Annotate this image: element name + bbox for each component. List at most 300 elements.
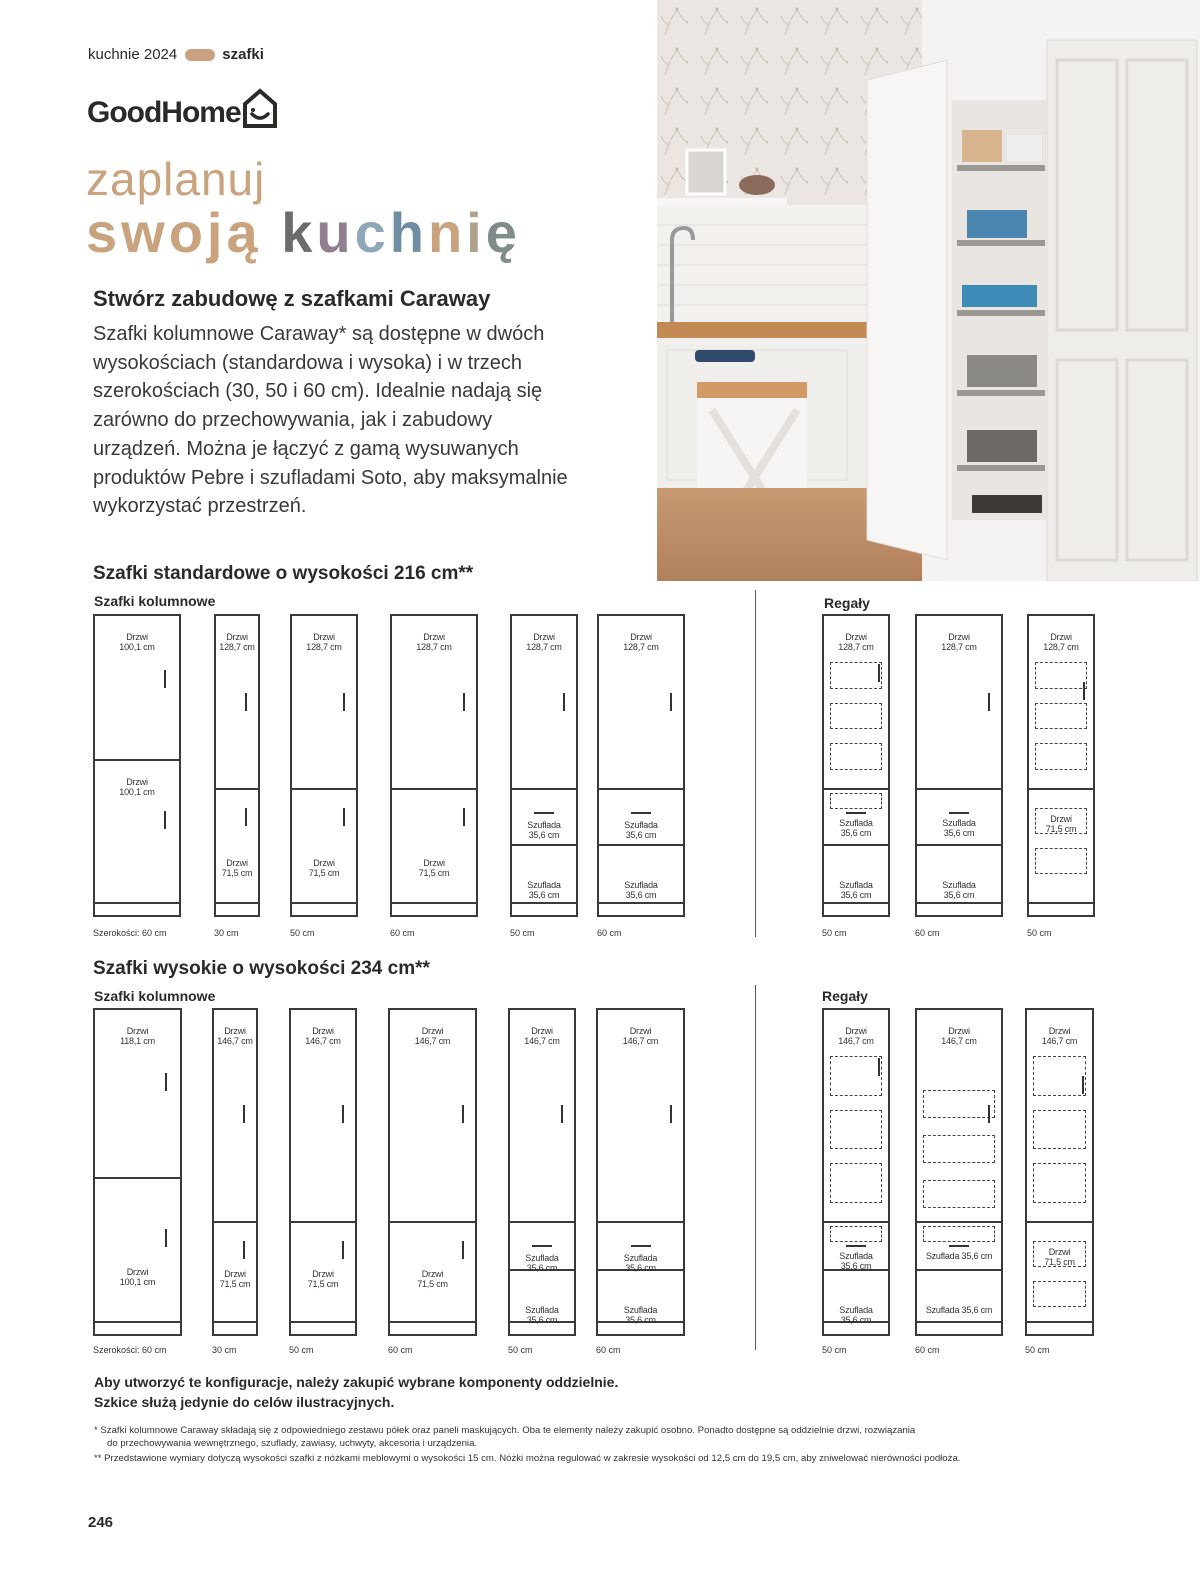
door-label [216,632,258,652]
drawer-label [598,1305,683,1325]
door-label [392,632,476,652]
handle-icon [463,808,465,826]
plinth [917,902,1001,915]
door-label [95,632,179,652]
door-label [95,777,179,797]
diagram-label-line: Drzwi [224,1269,246,1279]
drawer-label [917,880,1001,900]
diagram-label-line: Drzwi [421,1026,444,1036]
diagram-label-line: Szuflada [525,1305,559,1315]
door-label [917,632,1001,652]
intro-line: wykorzystać przestrzeń. [93,495,307,518]
diagram-label-line: Drzwi [126,1026,149,1036]
diagram-label-line: Szuflada [839,1251,873,1261]
divider-line [917,844,1001,846]
handle-icon [343,693,345,711]
diagram-label-line: 35,6 cm [840,1261,872,1271]
handle-icon [245,808,247,826]
intro-line: urządzeń. Można je łączyć z gamą wysuwanych [93,437,519,460]
divider-line [291,1221,355,1223]
plinth [291,1321,355,1334]
diagram-label-line: 146,7 cm [1041,1036,1078,1046]
standard-cabinet-6 [597,614,685,917]
shelf-outline [830,743,882,770]
door-label [292,858,356,878]
standard-columns-heading: Szafki kolumnowe [94,593,216,609]
diagram-label-line: Drzwi [1050,814,1072,824]
drawer-handle-icon [949,1245,969,1247]
shelf-outline [830,1110,882,1150]
handle-icon [342,1105,344,1123]
shelf-outline [830,1163,882,1203]
diagram-label-line: 71,5 cm [1044,1257,1075,1267]
door-label [824,632,888,652]
diagram-label-line: 35,6 cm [625,830,657,840]
diagram-label-line: Drzwi [531,1026,553,1036]
diagram-label-line: Drzwi [126,632,148,642]
diagram-label-line: Szuflada [623,1253,658,1263]
tall-cabinet-7 [822,1008,890,1336]
shelf-outline [923,1180,995,1208]
door-label [292,632,356,652]
shelf-outline [1035,703,1087,730]
divider-line [95,759,179,761]
divider-line [392,788,476,790]
shelf-outline [830,1226,882,1242]
kitchen-photo [657,0,1200,581]
door-label [390,1269,475,1289]
divider-line [599,844,683,846]
standard-cabinet-5 [510,614,578,917]
diagram-label-line: Drzwi [629,1026,652,1036]
diagram-label-line: Szuflada [839,880,873,890]
drawer-label [824,818,888,838]
logo-text: GoodHome [87,96,241,129]
diagram-label-line: 71,5 cm [219,1279,251,1289]
diagram-label-line: 128,7 cm [623,642,659,652]
diagram-label-line: 35,6 cm [840,828,872,838]
plinth [824,902,888,915]
drawer-handle-icon [631,812,651,814]
hero-letter: u [316,201,355,264]
hero-word-swoja: swoją [86,201,262,264]
door-label [214,1269,256,1289]
width-label: Szerokości: 60 cm [93,928,167,938]
diagram-label-line: Drzwi [630,632,652,642]
width-label: 50 cm [508,1345,533,1355]
divider-line [824,1221,888,1223]
diagram-label-line: Szuflada 35,6 cm [925,1251,993,1261]
diagram-label-line: 35,6 cm [625,1263,656,1273]
diagram-label-line: Drzwi [1048,1247,1071,1257]
note-line2: Szkice służą jedynie do celów ilustracyjnych. [94,1394,395,1410]
intro-line: Szafki kolumnowe Caraway* są dostępne w dwóch [93,323,545,345]
house-smile-icon [242,88,278,128]
plinth [1029,902,1093,915]
width-label: 30 cm [214,928,239,938]
door-label [917,1026,1001,1046]
diagram-label-line: 71,5 cm [1045,824,1077,834]
diagram-label-line: Szuflada [839,1305,873,1315]
shelf-outline [1035,743,1087,770]
diagram-label-line: Drzwi [423,632,445,642]
diagram-label-line: 71,5 cm [417,1279,448,1289]
drawer-handle-icon [949,812,969,814]
diagram-label-line: Szuflada [525,1253,559,1263]
diagram-label-line: 128,7 cm [941,642,977,652]
drawer-label [512,820,576,840]
handle-icon [462,1105,464,1123]
diagram-label-line: Drzwi [533,632,555,642]
diagram-label-line: 128,7 cm [416,642,452,652]
divider-line [917,1269,1001,1271]
diagram-label-line: Szuflada [839,818,873,828]
door-label [390,1026,475,1046]
width-label: 50 cm [510,928,535,938]
tall-cabinet-9 [1025,1008,1094,1336]
divider-line [824,788,888,790]
divider-line [512,844,576,846]
diagram-label-line: 35,6 cm [943,890,975,900]
diagram-label-line: Drzwi [312,1269,334,1279]
handle-icon [1083,682,1085,700]
diagram-label-line: Drzwi [948,1026,970,1036]
diagram-label-line: 35,6 cm [528,830,560,840]
handle-icon [878,664,880,682]
intro-line: wysokościach (standardowa i wysoka) i w trzech [93,351,523,374]
diagram-label-line: Szuflada [942,880,976,890]
intro-line: szerokościach (30, 50 i 60 cm). Idealnie nadają się [93,380,543,403]
plinth [292,902,356,915]
door-label [1027,1026,1092,1046]
handle-icon [245,693,247,711]
diagram-label-line: 35,6 cm [840,1315,872,1325]
diagram-label-line: Drzwi [126,777,148,787]
plinth [390,1321,475,1334]
footnote-1 [94,1424,1104,1450]
diagram-label-line: 146,7 cm [217,1036,253,1046]
footnote-1-line1: * Szafki kolumnowe Caraway składają się z odpowiedniego zestawu półek oraz paneli maskujących. Oba te elementy należy zakupić osobno. Ponadto dostępne są oddzielnie drzwi, rozwiązania [94,1425,916,1436]
drawer-label [599,880,683,900]
door-label [95,1026,180,1046]
diagram-label-line: 35,6 cm [625,1315,656,1325]
standard-cabinet-3 [290,614,358,917]
diagram-label-line: 100,1 cm [119,642,155,652]
shelf-outline [923,1090,995,1118]
diagram-label-line: Szuflada [527,880,561,890]
diagram-label-line: 118,1 cm [120,1036,155,1046]
door-label [291,1269,355,1289]
tall-shelves-heading: Regały [822,988,868,1004]
drawer-label [598,1253,683,1273]
width-label: 50 cm [822,928,847,938]
drawer-handle-icon [846,1245,866,1247]
drawer-handle-icon [534,812,554,814]
handle-icon [670,1105,672,1123]
shelf-outline [1033,1163,1086,1203]
diagram-label-line: Drzwi [421,1269,444,1279]
door-label [1027,1247,1092,1267]
diagram-label-line: 146,7 cm [622,1036,659,1046]
diagram-label-line: Drzwi [226,632,248,642]
diagram-label-line: Drzwi [126,1267,149,1277]
handle-icon [988,1105,990,1123]
shelf-outline [1033,1110,1086,1150]
door-label [95,1267,180,1287]
diagram-label-line: 35,6 cm [840,890,872,900]
drawer-handle-icon [846,812,866,814]
diagram-label-line: 35,6 cm [528,890,560,900]
divider-line [216,788,258,790]
hero-letter: h [389,201,428,264]
handle-icon [243,1105,245,1123]
diagram-label-line: Szuflada [624,820,658,830]
diagram-label-line: Szuflada [624,880,658,890]
door-label [216,858,258,878]
shelf-outline [1033,1281,1086,1307]
drawer-label [510,1305,574,1325]
divider-line [1027,1221,1092,1223]
drawer-label [512,880,576,900]
drawer-label [824,880,888,900]
footnote-1-line2: do przechowywania wewnętrznego, szuflady, zawiasy, uchwyty, akcesoria i urządzenia. [107,1438,478,1449]
hero-letter: n [427,201,467,264]
door-label [291,1026,355,1046]
door-label [1029,632,1093,652]
diagram-label-line: 100,1 cm [119,787,155,797]
handle-icon [164,670,166,688]
tall-columns-heading: Szafki kolumnowe [94,988,216,1004]
divider-line [510,1221,574,1223]
handle-icon [342,1241,344,1259]
shelf-outline [1035,848,1087,874]
diagram-label-line: 146,7 cm [941,1036,977,1046]
width-label: 50 cm [1025,1345,1050,1355]
diagram-label-line: 35,6 cm [625,890,657,900]
diagram-label-line: Szuflada [942,818,976,828]
tall-cabinet-2 [212,1008,258,1336]
intro-line: zarówno do przechowywania, jak i zabudowy [93,409,493,432]
diagram-label-line: 71,5 cm [308,868,340,878]
shelf-outline [830,1056,882,1096]
plinth [1027,1321,1092,1334]
tall-section-title: Szafki wysokie o wysokości 234 cm** [93,958,430,979]
intro-title: Stwórz zabudowę z szafkami Caraway [93,286,491,311]
diagram-label-line: Drzwi [845,632,867,642]
divider-line [1029,788,1093,790]
plinth [95,902,179,915]
divider-line [824,844,888,846]
plinth [392,902,476,915]
door-label [824,1026,888,1046]
diagram-label-line: 146,7 cm [414,1036,451,1046]
diagram-label-line: 35,6 cm [943,828,975,838]
tall-cabinet-6 [596,1008,685,1336]
breadcrumb-section: kuchnie 2024 [88,46,178,63]
width-label: 50 cm [1027,928,1052,938]
drawer-label [599,820,683,840]
drawer-label [824,1305,888,1325]
breadcrumb [88,46,264,63]
divider-line [214,1221,256,1223]
handle-icon [563,693,565,711]
standard-cabinet-8 [915,614,1003,917]
diagram-label-line: 100,1 cm [119,1277,156,1287]
handle-icon [343,808,345,826]
shelf-outline [923,1226,995,1242]
handle-icon [988,693,990,711]
width-label: Szerokości: 60 cm [93,1345,167,1355]
divider-line [917,788,1001,790]
section-divider [755,590,756,937]
diagram-label-line: Drzwi [948,632,970,642]
diagram-label-line: 146,7 cm [305,1036,341,1046]
diagram-label-line: 146,7 cm [524,1036,560,1046]
door-label [512,632,576,652]
tall-cabinet-5 [508,1008,576,1336]
width-label: 60 cm [390,928,415,938]
width-label: 50 cm [290,928,315,938]
diagram-label-line: 71,5 cm [221,868,253,878]
standard-cabinet-1 [93,614,181,917]
footnote-2: ** Przedstawione wymiary dotyczą wysokości szafki z nóżkami meblowymi o wysokości 15 cm. Nóżki można regulować w zakresie wysokości od 12,5 cm do 19,5 cm, aby zniwelować nierówności podłoża. [94,1453,961,1464]
diagram-label-line: Drzwi [312,1026,334,1036]
diagram-label-line: 128,7 cm [306,642,342,652]
drawer-label [917,818,1001,838]
shelf-outline [923,1135,995,1163]
hero-letter: c [354,201,390,264]
handle-icon [561,1105,563,1123]
handle-icon [670,693,672,711]
width-label: 60 cm [596,1345,621,1355]
drawer-handle-icon [631,1245,651,1247]
diagram-label-line: 35,6 cm [526,1263,558,1273]
divider-line [917,1221,1001,1223]
door-label [510,1026,574,1046]
tall-cabinet-4 [388,1008,477,1336]
plinth [512,902,576,915]
width-label: 50 cm [822,1345,847,1355]
drawer-label [917,1251,1001,1261]
shelf-outline [830,793,882,809]
section-divider [755,985,756,1350]
handle-icon [878,1058,880,1076]
diagram-label-line: Drzwi [224,1026,246,1036]
diagram-label-line: 128,7 cm [526,642,562,652]
diagram-label-line: Drzwi [423,858,445,868]
diagram-label-line: Drzwi [313,858,335,868]
diagram-label-line: 35,6 cm [526,1315,558,1325]
hero-word-kuchnie [281,201,521,264]
handle-icon [165,1073,167,1091]
width-label: 30 cm [212,1345,237,1355]
standard-cabinet-2 [214,614,260,917]
plinth [599,902,683,915]
drawer-label [824,1251,888,1271]
width-label: 60 cm [915,1345,940,1355]
divider-line [599,788,683,790]
door-label [392,858,476,878]
divider-line [598,1221,683,1223]
diagram-label-line: Drzwi [1050,632,1072,642]
plinth [95,1321,180,1334]
standard-section-title: Szafki standardowe o wysokości 216 cm** [93,563,474,584]
door-label [214,1026,256,1046]
breadcrumb-category: szafki [222,46,264,63]
tall-cabinet-1 [93,1008,182,1336]
diagram-label-line: Drzwi [1048,1026,1071,1036]
handle-icon [1082,1076,1084,1094]
shelf-outline [830,662,882,689]
door-label [1029,814,1093,834]
diagram-label-line: Szuflada [623,1305,658,1315]
diagram-label-line: 71,5 cm [307,1279,339,1289]
standard-shelves-heading: Regały [824,595,870,611]
handle-icon [164,811,166,829]
diagram-label-line: 128,7 cm [838,642,874,652]
diagram-label-line: Drzwi [845,1026,867,1036]
plinth [917,1321,1001,1334]
handle-icon [243,1241,245,1259]
tall-cabinet-3 [289,1008,357,1336]
goodhome-logo [87,88,278,128]
shelf-outline [1033,1056,1086,1096]
width-label: 60 cm [597,928,622,938]
door-label [598,1026,683,1046]
plinth [214,1321,256,1334]
drawer-handle-icon [532,1245,552,1247]
note-line1: Aby utworzyć te konfiguracje, należy zakupić wybrane komponenty oddzielnie. [94,1374,619,1390]
standard-cabinet-4 [390,614,478,917]
tall-cabinet-8 [915,1008,1003,1336]
divider-line [95,1177,180,1179]
shelf-outline [1035,662,1087,689]
standard-cabinet-7 [822,614,890,917]
diagram-label-line: 128,7 cm [1043,642,1079,652]
hero-line1: zaplanuj [86,153,266,205]
diagram-label-line: Szuflada 35,6 cm [925,1305,993,1315]
drawer-label [917,1305,1001,1315]
width-label: 60 cm [388,1345,413,1355]
plinth [216,902,258,915]
width-label: 60 cm [915,928,940,938]
shelf-outline [830,703,882,730]
diagram-label-line: Szuflada [527,820,561,830]
divider-line [390,1221,475,1223]
diagram-label-line: 146,7 cm [838,1036,874,1046]
diagram-label-line: 128,7 cm [219,642,255,652]
divider-line [512,788,576,790]
page-number: 246 [88,1514,114,1531]
intro-text [93,320,653,521]
breadcrumb-pill-icon [185,49,215,61]
hero-line2 [86,200,521,265]
drawer-label [510,1253,574,1273]
door-label [599,632,683,652]
hero-letter: ę [485,201,521,264]
standard-cabinet-9 [1027,614,1095,917]
diagram-label-line: Drzwi [313,632,335,642]
hero-letter: i [466,201,486,264]
handle-icon [165,1229,167,1247]
diagram-label-line: Drzwi [226,858,248,868]
divider-line [292,788,356,790]
diagram-label-line: 71,5 cm [418,868,450,878]
handle-icon [462,1241,464,1259]
handle-icon [463,693,465,711]
hero-letter: k [281,201,317,264]
width-label: 50 cm [289,1345,314,1355]
